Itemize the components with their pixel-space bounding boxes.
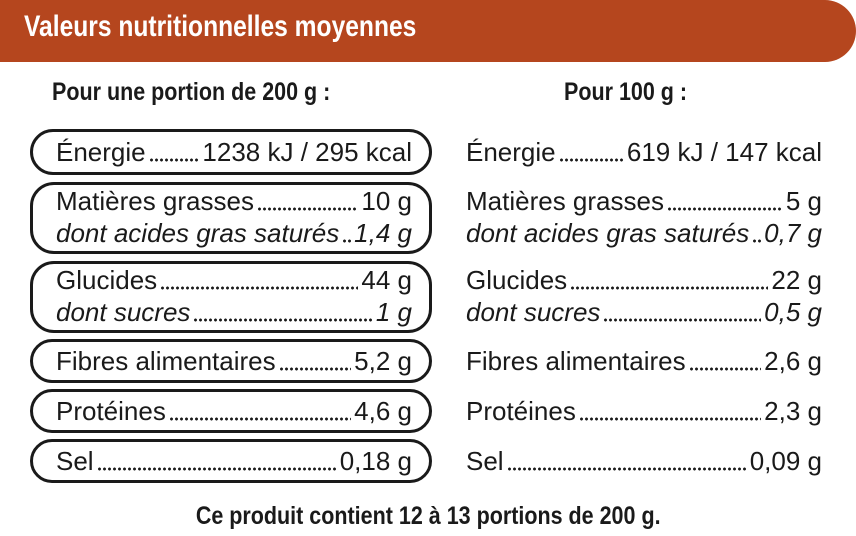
dot-leader bbox=[579, 417, 761, 421]
row-fat-portion bbox=[56, 183, 412, 219]
row-label: Énergie bbox=[466, 136, 556, 167]
row-energy-per100 bbox=[466, 134, 822, 170]
dot-leader bbox=[160, 286, 358, 290]
row-label: Énergie bbox=[56, 136, 146, 167]
row-carbs-portion bbox=[56, 262, 412, 298]
row-protein-portion bbox=[56, 393, 412, 429]
row-label: Sel bbox=[466, 445, 504, 476]
dot-leader bbox=[193, 318, 372, 322]
row-value: 4,6 g bbox=[354, 395, 412, 426]
row-label: Protéines bbox=[466, 395, 576, 426]
dot-leader bbox=[507, 467, 747, 471]
row-salt-per100 bbox=[466, 443, 822, 479]
dot-leader bbox=[169, 417, 351, 421]
row-value: 5,2 g bbox=[354, 345, 412, 376]
dot-leader bbox=[149, 158, 200, 162]
row-value: 22 g bbox=[771, 264, 822, 295]
row-value: 0,5 g bbox=[764, 296, 822, 327]
dot-leader bbox=[689, 367, 762, 371]
portions-note bbox=[0, 502, 856, 531]
page-title: Valeurs nutritionnelles moyennes bbox=[24, 10, 417, 43]
row-label: Protéines bbox=[56, 395, 166, 426]
row-label: dont sucres bbox=[56, 296, 191, 327]
row-value: 0,7 g bbox=[764, 217, 822, 248]
row-label: Glucides bbox=[56, 264, 158, 295]
dot-leader bbox=[97, 467, 337, 471]
header-portion: Pour une portion de 200 g : bbox=[52, 78, 331, 106]
row-carbs-per100 bbox=[466, 262, 822, 298]
dot-leader bbox=[342, 239, 351, 243]
row-label: Matières grasses bbox=[56, 185, 254, 216]
row-value: 5 g bbox=[785, 185, 822, 216]
row-value: 2,6 g bbox=[764, 345, 822, 376]
row-sugars-per100 bbox=[466, 294, 822, 330]
row-label: Sel bbox=[56, 445, 94, 476]
dot-leader bbox=[257, 207, 358, 211]
row-value: 44 g bbox=[361, 264, 412, 295]
row-label: dont acides gras saturés bbox=[466, 217, 750, 248]
row-protein-per100 bbox=[466, 393, 822, 429]
dot-leader bbox=[559, 158, 624, 162]
dot-leader bbox=[667, 207, 783, 211]
row-value: 1 g bbox=[375, 296, 412, 327]
row-salt-portion bbox=[56, 443, 412, 479]
row-sugars-portion bbox=[56, 294, 412, 330]
row-value: 1238 kJ / 295 kcal bbox=[202, 136, 412, 167]
dot-leader bbox=[603, 318, 761, 322]
row-label: dont sucres bbox=[466, 296, 601, 327]
row-value: 1,4 g bbox=[354, 217, 412, 248]
row-value: 0,18 g bbox=[339, 445, 412, 476]
header-per100: Pour 100 g : bbox=[564, 78, 688, 106]
row-label: Fibres alimentaires bbox=[56, 345, 276, 376]
row-label: Matières grasses bbox=[466, 185, 664, 216]
dot-leader bbox=[570, 286, 768, 290]
row-label: Glucides bbox=[466, 264, 568, 295]
row-fiber-portion bbox=[56, 343, 412, 379]
dot-leader bbox=[752, 239, 761, 243]
row-value: 2,3 g bbox=[764, 395, 822, 426]
row-saturated-per100 bbox=[466, 215, 822, 251]
row-value: 0,09 g bbox=[749, 445, 822, 476]
title-banner bbox=[0, 0, 856, 62]
row-label: Fibres alimentaires bbox=[466, 345, 686, 376]
row-fiber-per100 bbox=[466, 343, 822, 379]
row-label: dont acides gras saturés bbox=[56, 217, 340, 248]
row-fat-per100 bbox=[466, 183, 822, 219]
row-energy-portion bbox=[56, 134, 412, 170]
portions-note-text: Ce produit contient 12 à 13 portions de 200 g. bbox=[195, 502, 661, 530]
row-saturated-portion bbox=[56, 215, 412, 251]
row-value: 619 kJ / 147 kcal bbox=[626, 136, 822, 167]
dot-leader bbox=[279, 367, 352, 371]
row-value: 10 g bbox=[361, 185, 412, 216]
